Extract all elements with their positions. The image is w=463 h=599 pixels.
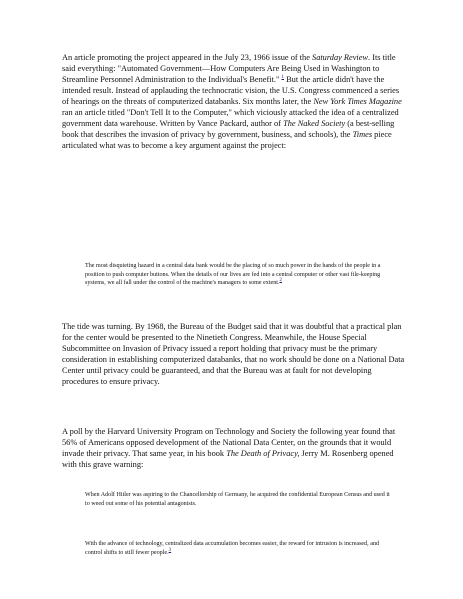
paragraph-text: (a best-selling book that describes the invasion of privacy by government, business, and schools), the (62, 118, 395, 139)
paragraph-text: A poll by the Harvard University Program on Technology and Society the following year found that 56% of Americans opposed development of the National Data Center, on the grounds that it would invade their privacy. That same year, in his book (62, 427, 396, 458)
block-quote-hitler-census (85, 491, 390, 508)
footnote-link-2[interactable]: 2 (279, 278, 283, 284)
quote-text: When Adolf Hitler was aspiring to the Chancellorship of Germany, he acquired the confidential European Census and used it to weed out some of his potential antagonists. (85, 492, 390, 507)
quote-text: The most disquieting hazard in a central data bank would be the placing of so much power in the hands of the people in a position to push computer buttons. When the details of our lives are fed into a central computer or other vast file-keeping systems, we all fall under the control of the machine's managers to some extent. (85, 263, 381, 287)
paragraph-text: The tide was turning. By 1968, the Bureau of the Budget said that it was doubtful that a practical plan for the center would be presented to the Ninetieth Congress. Meanwhile, the House Special Subcommittee on Invasion of Privacy issued a report holding that privacy must be the primary consideration in establishing computerized databanks, that no work should be done on a National Data Center until privacy could be guaranteed, and that the Bureau was at fault for not developing procedures to ensure privacy. (62, 322, 405, 386)
paragraph-text: piece articulated what was to become a key argument against the project: (62, 129, 392, 150)
book-title: The Death of Privacy, (226, 448, 300, 458)
paragraph-saturday-review-article (62, 53, 406, 152)
paragraph-text: ran an article titled "Don't Tell It to the Computer," which viciously attacked the idea of a centralized government data warehouse. Written by Vance Packard, author of (62, 107, 399, 128)
paragraph-text: . Its title said everything: "Automated Government—How Computers Are Being Used in Washington to Streamline Personnel Administration to the Individual's Benefit." (62, 53, 396, 84)
quote-text: With the advance of technology, centralized data accumulation becomes easier, the reward for intrusion is increased, and control shifts to still fewer people. (85, 541, 380, 556)
block-quote-technology (85, 540, 390, 557)
paragraph-text: But the article didn't have the intended result. Instead of applauding the technocratic vision, the U.S. Congress commenced a series of hearings on the threats of computerized databanks. Six months later, the (62, 74, 400, 106)
paragraph-text: An article promoting the project appeared in the July 23, 1966 issue of the (62, 53, 313, 62)
book-title: The Naked Society (283, 118, 346, 128)
footnote-link-1[interactable]: 1 (281, 75, 284, 81)
block-quote-packard (85, 262, 390, 288)
footnote-link-3[interactable]: 3 (168, 547, 172, 553)
publication-title: Times (352, 129, 373, 139)
paragraph-harvard-poll (62, 427, 406, 471)
publication-title: Saturday Review (312, 53, 369, 62)
paragraph-tide-turning (62, 322, 406, 388)
paragraph-text: Jerry M. Rosenberg opened with this grave warning: (62, 448, 394, 469)
publication-title: New York Times Magazine (313, 96, 402, 106)
